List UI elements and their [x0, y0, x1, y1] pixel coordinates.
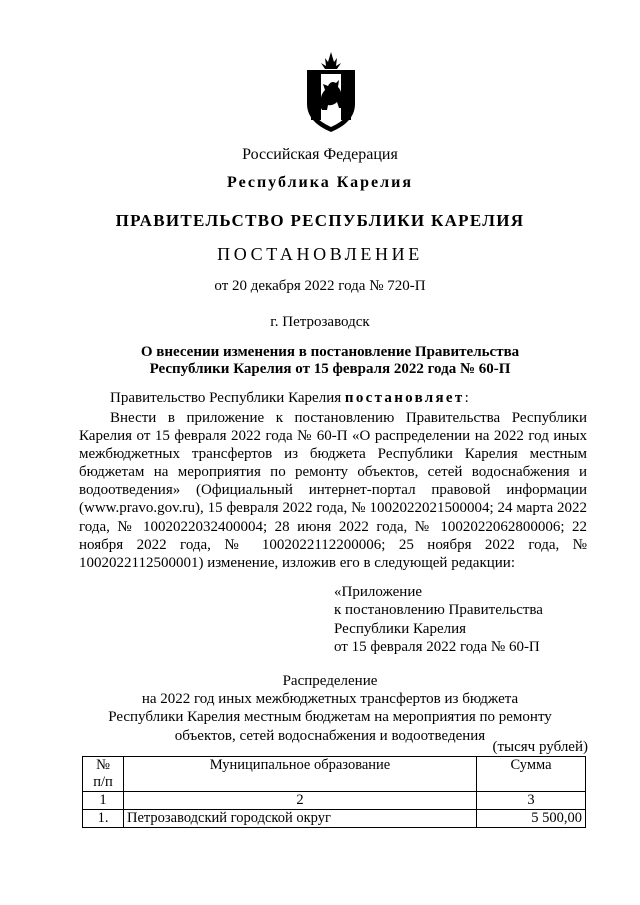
- country-line: Российская Федерация: [242, 146, 398, 163]
- distribution-line-2: на 2022 год иных межбюджетных трансфертов из бюджета: [141, 691, 519, 708]
- table-header-row: [83, 757, 586, 792]
- authority-heading: ПРАВИТЕЛЬСТВО РЕСПУБЛИКИ КАРЕЛИЯ: [115, 211, 525, 230]
- header-number-line-1: №: [96, 757, 110, 773]
- distribution-line-4: объектов, сетей водоснабжения и водоотведения: [174, 727, 486, 744]
- row-municipality-cell: Петрозаводский городской округ: [124, 810, 477, 828]
- date-number-line: от 20 декабря 2022 года № 720-П: [214, 278, 426, 294]
- index-cell: 2: [124, 792, 477, 810]
- document-title-line-2: Республики Карелия от 15 февраля 2022 года № 60-П: [149, 361, 511, 377]
- intro-prefix: Правительство Республики Карелия: [110, 390, 345, 406]
- distribution-line-1: Распределение: [282, 673, 378, 689]
- index-cell: 1: [83, 792, 124, 810]
- distribution-heading: [0, 672, 640, 745]
- resolution-paragraph: Внести в приложение к постановлению Правительства Республики Карелия от 15 февраля 2022 года № 60-П «О распределении на 2022 год иных межбюджетных трансфертов из бюджета Республики Карелия местным бюджетам на мероприятия по ремонту объектов, сетей водоснабжения и водоотведения» (Официальный интернет-портал правовой информации (www.pravo.gov.ru), 15 февраля 2022 года, № 1002022021500004; 24 марта 2022 года, № 1002022032400004; 28 июня 2022 года, № 1002022062800006; 22 ноября 2022 года, № 1002022112200006; 25 ноября 2022 года, № 1002022112500001) изменение, изложив его в следующей редакции:: [79, 410, 587, 571]
- republic-line: Республика Карелия: [227, 174, 413, 191]
- resolution-intro: [79, 390, 618, 407]
- index-cell: 3: [477, 792, 586, 810]
- header-number-line-2: п/п: [93, 774, 113, 790]
- city-line: г. Петрозаводск: [270, 314, 370, 330]
- document-type-heading: ПОСТАНОВЛЕНИЕ: [217, 244, 423, 264]
- table-row: [83, 810, 586, 828]
- coat-of-arms-emblem: [301, 50, 361, 134]
- table-index-row: [83, 792, 586, 810]
- intro-suffix: :: [464, 390, 469, 406]
- header-number: [83, 757, 124, 792]
- row-sum-cell: 5 500,00: [477, 810, 586, 828]
- row-number-cell: 1.: [83, 810, 124, 828]
- appendix-line-4: от 15 февраля 2022 года № 60-П: [334, 638, 540, 655]
- distribution-line-3: Республики Карелия местным бюджетам на мероприятия по ремонту: [108, 709, 552, 726]
- appendix-line-2: к постановлению Правительства: [334, 602, 543, 619]
- units-label: (тысяч рублей): [492, 739, 588, 755]
- header-sum: Сумма: [477, 757, 586, 792]
- appendix-line-3: Республики Карелия: [334, 620, 467, 637]
- document-title-line-1: О внесении изменения в постановление Правительства: [140, 344, 520, 360]
- appendix-reference: [334, 583, 543, 656]
- appendix-line-1: «Приложение: [334, 584, 423, 600]
- header-municipality: Муниципальное образование: [124, 757, 477, 792]
- intro-resolves-word: постановляет: [344, 390, 465, 406]
- distribution-table: [82, 756, 586, 828]
